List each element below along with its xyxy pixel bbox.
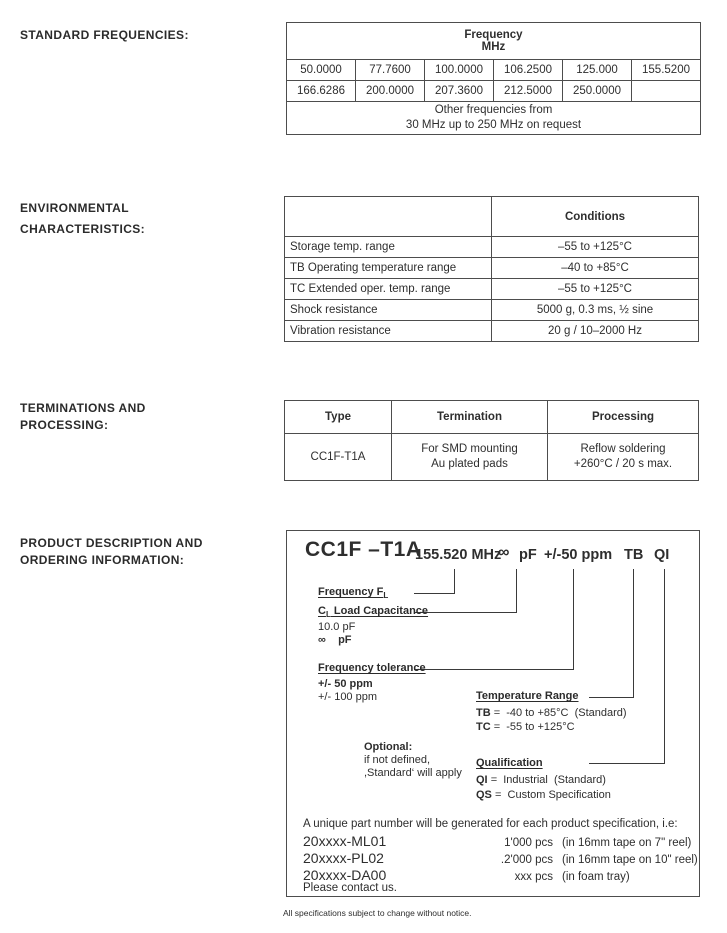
temp-range-option bbox=[476, 707, 627, 719]
part-code-capacitance-unit: pF bbox=[519, 547, 537, 563]
part-number-row bbox=[303, 833, 691, 849]
connector-line-qualification bbox=[589, 763, 665, 764]
table-row bbox=[285, 279, 699, 300]
table-row bbox=[287, 60, 701, 81]
tolerance-option: +/- 50 ppm bbox=[318, 678, 373, 690]
connector-line-frequency bbox=[454, 569, 455, 594]
temp-range-callout-label: Temperature Range bbox=[476, 690, 579, 702]
part-packaging: (in 16mm tape on 7" reel) bbox=[562, 837, 692, 849]
frequency-table-footer bbox=[287, 102, 701, 135]
option-code: TB bbox=[476, 707, 491, 719]
tolerance-option: +/- 100 ppm bbox=[318, 691, 378, 703]
option-desc: = Industrial (Standard) bbox=[490, 774, 606, 786]
frequency-cell: 106.2500 bbox=[494, 60, 563, 81]
section-label-standard-frequencies bbox=[20, 25, 189, 46]
frequency-callout-label bbox=[318, 586, 388, 600]
part-quantity: xxx pcs bbox=[514, 871, 553, 883]
env-row-value: 20 g / 10–2000 Hz bbox=[492, 321, 699, 342]
part-code-capacitance: ∞ bbox=[498, 544, 510, 561]
optional-note-line: if not defined, bbox=[364, 754, 431, 766]
part-code-model: CC1F –T1A bbox=[305, 538, 422, 561]
table-row bbox=[285, 258, 699, 279]
frequency-cell: 212.5000 bbox=[494, 81, 563, 102]
table-row bbox=[285, 321, 699, 342]
part-code-qualification: QI bbox=[654, 547, 670, 563]
term-processing bbox=[548, 434, 699, 481]
term-termination-line1: For SMD mounting bbox=[421, 443, 518, 455]
frequency-footer-line2: 30 MHz up to 250 MHz on request bbox=[405, 119, 582, 131]
label-line: PROCESSING: bbox=[20, 418, 109, 432]
frequency-cell: 200.0000 bbox=[356, 81, 425, 102]
load-capacitance-option: 10.0 pF bbox=[318, 621, 356, 633]
label-line: TERMINATIONS AND bbox=[20, 401, 146, 415]
frequency-cell: 100.0000 bbox=[425, 60, 494, 81]
terminations-table bbox=[284, 400, 699, 481]
qualification-callout-label: Qualification bbox=[476, 757, 543, 769]
contact-note: Please contact us. bbox=[303, 882, 397, 894]
option-code: QI bbox=[476, 774, 488, 786]
connector-line-frequency bbox=[414, 593, 455, 594]
ordering-info-box bbox=[286, 530, 700, 897]
frequency-header-line1: Frequency bbox=[464, 29, 523, 41]
term-termination-line2: Au plated pads bbox=[431, 458, 508, 470]
callout-text: Load Capacitance bbox=[330, 605, 429, 617]
term-type: CC1F-T1A bbox=[285, 434, 392, 481]
connector-line-qualification bbox=[664, 569, 665, 764]
section-label-ordering bbox=[20, 535, 203, 569]
part-packaging: (in 16mm tape on 10" reel) bbox=[562, 854, 698, 866]
qualification-option bbox=[476, 774, 606, 786]
frequency-header-line2: MHz bbox=[481, 41, 506, 53]
environmental-table bbox=[284, 196, 699, 342]
part-number: 20xxxx-PL02 bbox=[303, 850, 384, 866]
term-processing-line1: Reflow soldering bbox=[580, 443, 666, 455]
unique-part-note: A unique part number will be generated for each product specification, i.e: bbox=[303, 818, 678, 830]
label-line: PRODUCT DESCRIPTION AND bbox=[20, 536, 203, 550]
connector-line-tolerance bbox=[414, 669, 574, 670]
env-row-name: Storage temp. range bbox=[285, 237, 492, 258]
option-desc: = Custom Specification bbox=[494, 789, 611, 801]
label-line: CHARACTERISTICS: bbox=[20, 222, 146, 236]
qualification-option bbox=[476, 789, 611, 801]
part-number: 20xxxx-ML01 bbox=[303, 833, 387, 849]
frequency-cell bbox=[632, 81, 701, 102]
label-line: ENVIRONMENTAL bbox=[20, 201, 129, 215]
connector-line-capacitance bbox=[414, 612, 517, 613]
optional-note-title: Optional: bbox=[364, 741, 413, 753]
env-row-name: Shock resistance bbox=[285, 300, 492, 321]
frequency-cell: 77.7600 bbox=[356, 60, 425, 81]
load-capacitance-callout-label bbox=[318, 605, 428, 619]
frequency-cell: 155.5200 bbox=[632, 60, 701, 81]
table-row bbox=[287, 81, 701, 102]
label-line: ORDERING INFORMATION: bbox=[20, 553, 185, 567]
label-line: STANDARD FREQUENCIES: bbox=[20, 28, 189, 42]
environmental-header-empty bbox=[285, 197, 492, 237]
frequency-cell: 207.3600 bbox=[425, 81, 494, 102]
part-quantity: 1'000 pcs bbox=[504, 837, 553, 849]
callout-subscript: L bbox=[383, 591, 389, 601]
connector-line-temp-range bbox=[633, 569, 634, 698]
part-number-row bbox=[303, 850, 698, 866]
part-quantity: .2'000 pcs bbox=[500, 854, 553, 866]
env-row-value: –55 to +125°C bbox=[492, 237, 699, 258]
environmental-header-conditions: Conditions bbox=[492, 197, 699, 237]
part-packaging: (in foam tray) bbox=[562, 871, 630, 883]
env-row-value: –55 to +125°C bbox=[492, 279, 699, 300]
table-row bbox=[285, 237, 699, 258]
connector-line-capacitance bbox=[516, 569, 517, 613]
tolerance-callout-label: Frequency tolerance bbox=[318, 662, 426, 674]
frequency-table-header bbox=[287, 23, 701, 60]
env-row-name: Vibration resistance bbox=[285, 321, 492, 342]
optional-note-line: ,Standard‘ will apply bbox=[364, 767, 462, 779]
env-row-name: TB Operating temperature range bbox=[285, 258, 492, 279]
table-row bbox=[285, 300, 699, 321]
connector-line-tolerance bbox=[573, 569, 574, 670]
term-header-processing: Processing bbox=[548, 401, 699, 434]
frequency-table bbox=[286, 22, 701, 135]
connector-line-temp-range bbox=[589, 697, 634, 698]
frequency-cell: 166.6286 bbox=[287, 81, 356, 102]
part-code-frequency: 155.520 MHz bbox=[415, 547, 502, 563]
table-row bbox=[287, 102, 701, 135]
part-number-row bbox=[303, 867, 630, 883]
option-desc: = -55 to +125°C bbox=[493, 721, 575, 733]
option-desc: = -40 to +85°C (Standard) bbox=[493, 707, 627, 719]
footer-disclaimer: All specifications subject to change without notice. bbox=[283, 908, 472, 918]
term-header-termination: Termination bbox=[392, 401, 548, 434]
frequency-cell: 125.000 bbox=[563, 60, 632, 81]
load-capacitance-option: ∞ pF bbox=[318, 634, 352, 646]
env-row-value: 5000 g, 0.3 ms, ½ sine bbox=[492, 300, 699, 321]
part-code-temp-range: TB bbox=[624, 547, 644, 563]
part-number: 20xxxx-DA00 bbox=[303, 867, 387, 883]
callout-subscript: L bbox=[325, 610, 331, 620]
env-row-value: –40 to +85°C bbox=[492, 258, 699, 279]
frequency-cell: 50.0000 bbox=[287, 60, 356, 81]
section-label-terminations bbox=[20, 400, 146, 434]
frequency-cell: 250.0000 bbox=[563, 81, 632, 102]
env-row-name: TC Extended oper. temp. range bbox=[285, 279, 492, 300]
option-code: QS bbox=[476, 789, 492, 801]
section-label-environmental bbox=[20, 198, 145, 240]
term-termination bbox=[392, 434, 548, 481]
part-code-tolerance: +/-50 ppm bbox=[544, 547, 613, 563]
temp-range-option bbox=[476, 721, 575, 733]
table-row bbox=[285, 434, 699, 481]
callout-text: Frequency F bbox=[318, 586, 384, 598]
option-code: TC bbox=[476, 721, 491, 733]
frequency-footer-line1: Other frequencies from bbox=[434, 104, 553, 116]
term-processing-line2: +260°C / 20 s max. bbox=[573, 458, 673, 470]
callout-text: C bbox=[318, 605, 326, 617]
term-header-type: Type bbox=[285, 401, 392, 434]
